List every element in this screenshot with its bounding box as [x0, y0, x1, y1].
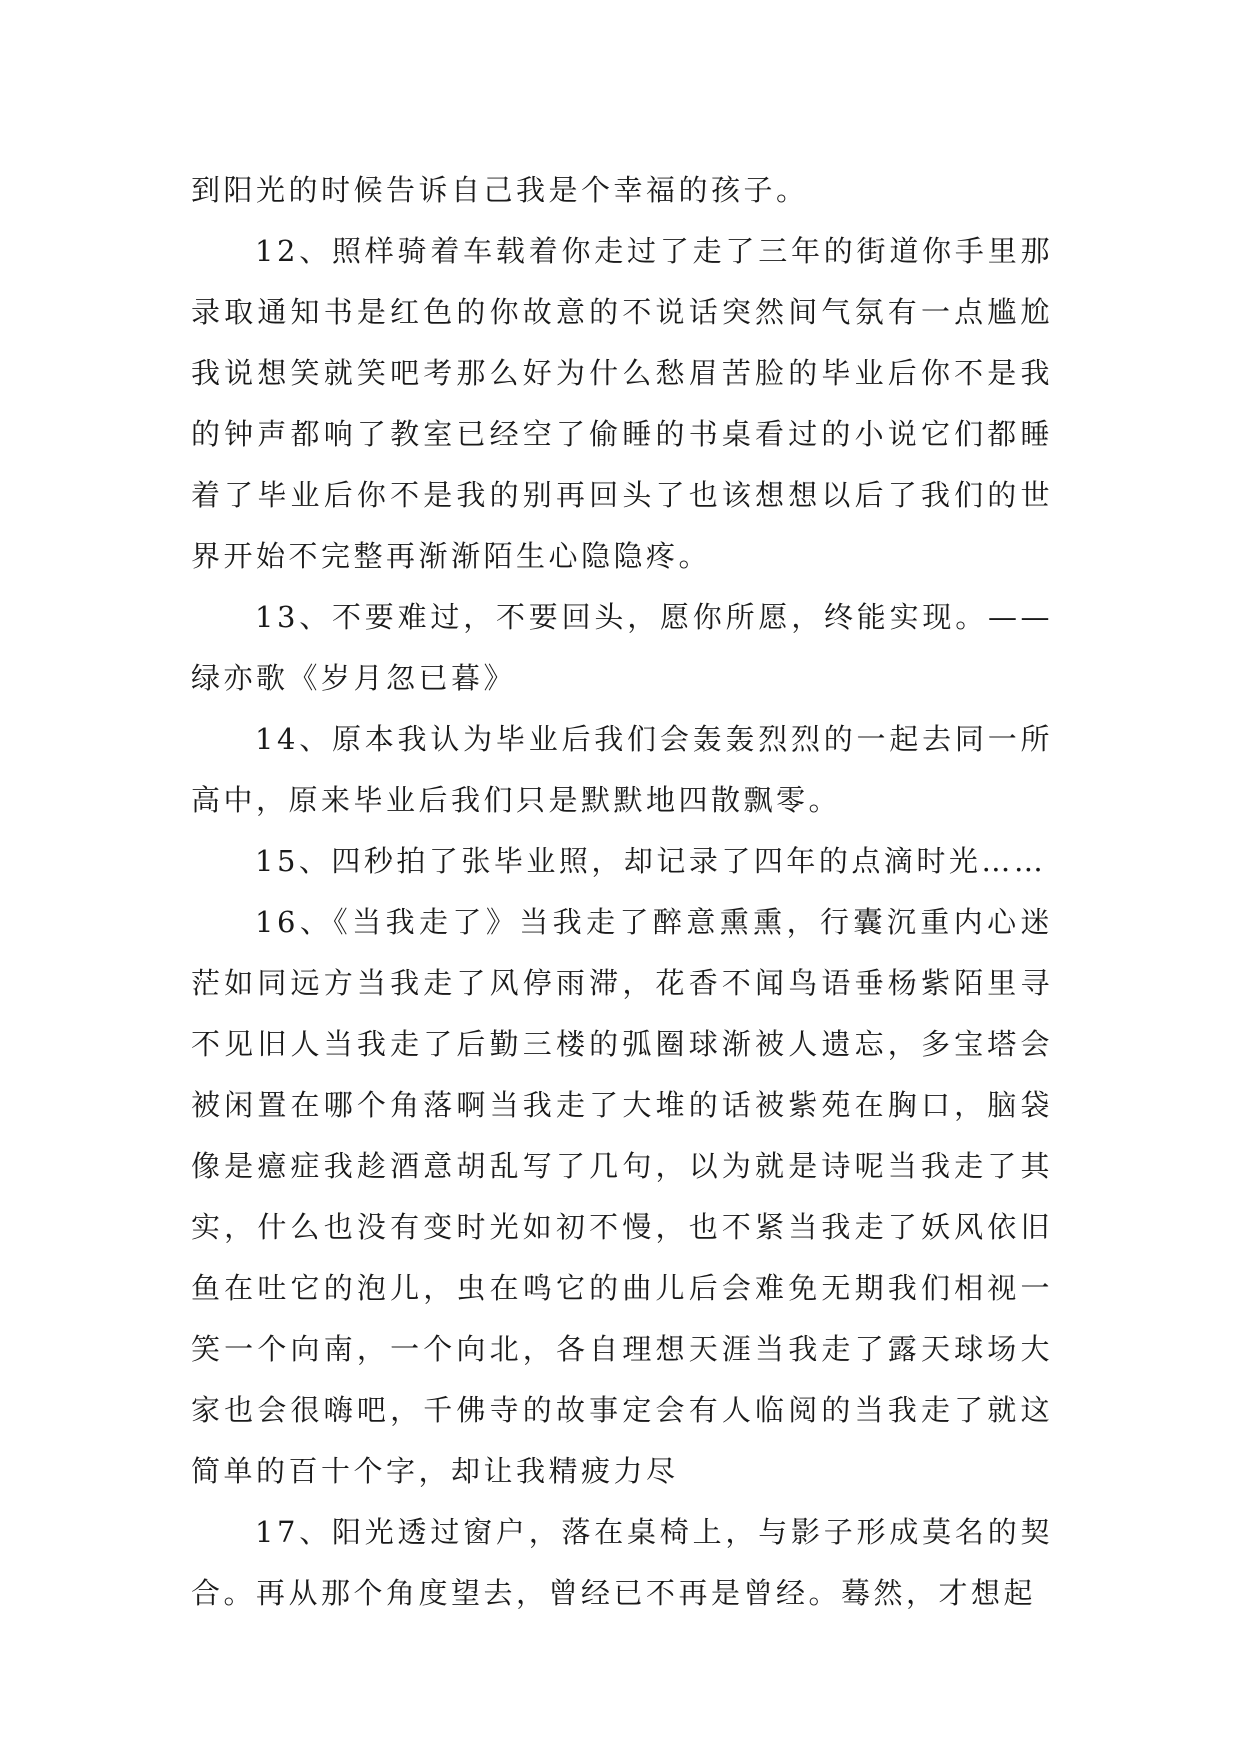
- paragraph-16: 16、《当我走了》当我走了醉意熏熏，行囊沉重内心迷茫如同远方当我走了风停雨滞，花香不闻鸟语垂杨紫陌里寻不见旧人当我走了后勤三楼的弧圈球渐被人遗忘，多宝塔会被闲置在哪个角落啊当我走了大堆的话被紫苑在胸口，脑袋像是癔症我趁酒意胡乱写了几句，以为就是诗呢当我走了其实，什么也没有变时光如初不慢，也不紧当我走了妖风依旧鱼在吐它的泡儿，虫在鸣它的曲儿后会难免无期我们相视一笑一个向南，一个向北，各自理想天涯当我走了露天球场大家也会很嗨吧，千佛寺的故事定会有人临阅的当我走了就这简单的百十个字，却让我精疲力尽: [191, 905, 1053, 1488]
- paragraph-17: 17、阳光透过窗户，落在桌椅上，与影子形成莫名的契合。再从那个角度望去，曾经已不再是曾经。蓦然，才想起: [191, 1515, 1053, 1610]
- paragraph-12: 12、照样骑着车载着你走过了走了三年的街道你手里那录取通知书是红色的你故意的不说话突然间气氛有一点尴尬我说想笑就笑吧考那么好为什么愁眉苦脸的毕业后你不是我的钟声都响了教室已经空了偷睡的书桌看过的小说它们都睡着了毕业后你不是我的别再回头了也该想想以后了我们的世界开始不完整再渐渐陌生心隐隐疼。: [191, 234, 1053, 573]
- paragraph-continuation: 到阳光的时候告诉自己我是个幸福的孩子。: [191, 173, 809, 207]
- paragraph-15: 15、四秒拍了张毕业照，却记录了四年的点滴时光……: [255, 844, 1047, 878]
- paragraph-14: 14、原本我认为毕业后我们会轰轰烈烈的一起去同一所高中，原来毕业后我们只是默默地四散飘零。: [191, 722, 1053, 817]
- paragraph-13: 13、不要难过，不要回头，愿你所愿，终能实现。——绿亦歌《岁月忽已暮》: [191, 600, 1053, 695]
- document-body: [191, 160, 1053, 1624]
